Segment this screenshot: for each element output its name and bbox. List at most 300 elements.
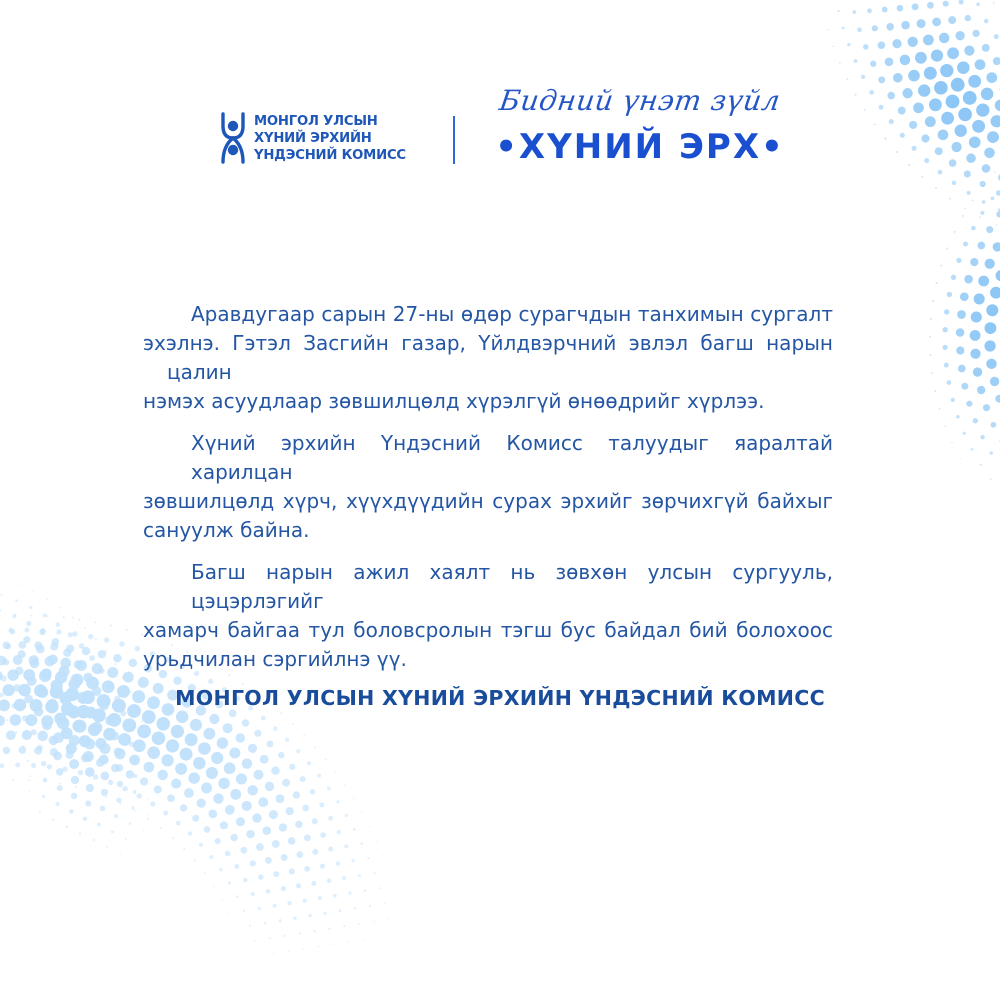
halftone-dot [980,216,982,218]
halftone-dot [971,226,976,231]
halftone-dot [986,359,996,369]
halftone-dot [129,741,135,747]
halftone-dot [336,800,339,803]
halftone-dot [10,714,22,726]
halftone-dot [63,649,71,657]
halftone-dot [924,158,929,163]
halftone-dot [22,745,24,747]
halftone-dot [318,896,322,900]
halftone-dot [59,666,70,677]
halftone-dot [975,59,986,70]
halftone-dot [247,785,257,795]
halftone-dot [204,826,211,833]
halftone-dot [963,432,966,435]
halftone-dot [273,871,279,877]
halftone-dot [99,668,105,674]
halftone-dot [896,151,898,153]
halftone-dot [89,655,95,661]
halftone-dot [6,719,8,721]
halftone-dot [142,710,156,724]
halftone-dot [0,594,2,596]
halftone-dot [97,823,101,827]
halftone-dot [171,725,184,738]
halftone-dot [995,100,1000,112]
halftone-dot [986,226,993,233]
halftone-dot [968,75,981,88]
halftone-dot [870,61,876,67]
halftone-dot [273,904,277,908]
halftone-dot [83,751,94,762]
halftone-dot [867,8,872,13]
organization-name-line: МОНГОЛ УЛСЫН [254,113,378,129]
halftone-dot [943,1,949,7]
halftone-dot [265,782,274,791]
halftone-dot [857,27,862,32]
halftone-dot [218,778,229,789]
halftone-dot [982,44,990,52]
halftone-dot [963,242,968,247]
halftone-dot [228,881,231,884]
halftone-dot [228,913,229,914]
halftone-dot [885,57,894,66]
halftone-dot [256,843,264,851]
halftone-dot [135,646,141,652]
halftone-dot [901,21,910,30]
halftone-dot [976,103,989,116]
halftone-dot [176,821,181,826]
halftone-dot [934,81,948,95]
halftone-dot [105,796,107,798]
halftone-dot [95,638,97,640]
halftone-dot [944,363,949,368]
halftone-dot [854,59,858,63]
halftone-dot [1,675,7,681]
halftone-dot [39,629,45,635]
halftone-dot [61,727,73,739]
halftone-dot [229,747,240,758]
halftone-dot [986,304,998,316]
halftone-dot [943,327,948,332]
halftone-dot [271,767,279,775]
halftone-dot [361,812,363,814]
halftone-dot [242,758,253,769]
halftone-dot [5,643,11,649]
organization-name [254,113,406,164]
halftone-dot [991,196,995,200]
halftone-dot [908,164,910,166]
halftone-dot [93,774,99,780]
halftone-dot [78,618,80,620]
halftone-dot [882,7,888,13]
halftone-dot [107,667,118,678]
halftone-dot [199,843,203,847]
halftone-dot [993,57,1000,65]
halftone-dot [893,73,903,83]
halftone-dot [935,187,937,189]
halftone-dot [864,109,866,111]
halftone-dot [137,793,142,798]
halftone-dot [984,322,996,334]
halftone-dot [116,798,121,803]
halftone-dot [27,760,29,762]
halftone-dot [908,37,918,47]
halftone-dot [288,950,290,952]
halftone-dot [993,2,995,4]
halftone-dot [990,451,993,454]
halftone-dot [358,874,361,877]
halftone-dot [42,795,45,798]
halftone-dot [951,275,956,280]
halftone-dot [964,207,966,209]
halftone-dot [236,817,245,826]
halftone-dot [847,43,850,46]
paragraph-line: нэмэх асуудлаар зөвшилцөлд хүрэлгүй өнөөдрийг хүрлээ. [143,389,765,413]
halftone-dot [264,922,267,925]
halftone-dot [225,851,231,857]
halftone-dot [236,773,247,784]
halftone-dot [22,715,28,721]
halftone-dot [180,804,187,811]
halftone-dot [837,10,839,12]
halftone-dot [938,129,949,140]
halftone-dot [188,831,193,836]
halftone-dot [308,914,311,917]
halftone-dot [384,903,386,905]
halftone-dot [878,76,885,83]
halftone-dot [24,628,29,633]
halftone-dot [947,380,952,385]
halftone-dot [884,138,886,140]
halftone-dot [987,131,999,143]
halftone-dot [288,837,296,845]
halftone-dot [996,270,1000,281]
halftone-dot [296,851,303,858]
halftone-dot [108,780,114,786]
halftone-dot [909,121,917,129]
halftone-dot [253,770,263,780]
halftone-dot [27,676,37,686]
halftone-dot [176,711,188,723]
halftone-dot [964,275,973,284]
halftone-dot [957,310,966,319]
halftone-dot [193,757,205,769]
halftone-dot [929,98,942,111]
halftone-dot [188,772,200,784]
halftone-dot [72,631,77,636]
paragraph-line: хамарч байгаа тул боловсролын тэгш бус байдал бий болохоос [143,618,833,642]
halftone-dot [194,860,196,862]
halftone-dot [347,941,349,943]
halftone-dot [37,731,47,741]
halftone-dot [30,729,36,735]
halftone-dot [54,713,66,725]
halftone-dot [827,29,829,31]
halftone-dot [358,923,360,925]
halftone-dot [985,259,995,269]
halftone-dot [147,746,160,759]
halftone-dot [208,810,217,819]
halftone-dot [74,660,83,669]
halftone-dot [956,415,960,419]
halftone-dot [939,33,949,43]
halftone-dot [46,598,48,600]
halftone-dot [56,629,61,634]
halftone-dot [26,621,31,626]
halftone-dot [971,311,982,322]
halftone-dot [364,889,367,892]
halftone-dot [927,2,934,9]
halftone-dot [23,636,30,643]
halftone-dot [957,61,970,74]
paragraph-line: сануулж байна. [143,518,310,542]
halftone-dot [369,826,371,828]
halftone-dot [912,3,919,10]
halftone-dot [48,655,58,665]
halftone-dot [211,752,223,764]
halftone-dot [383,855,384,856]
halftone-dot [69,759,79,769]
halftone-dot [99,755,109,765]
halftone-dot [869,90,874,95]
halftone-dot [900,133,905,138]
halftone-dot [29,775,31,777]
halftone-dot [980,464,982,466]
halftone-dot [289,868,295,874]
halftone-dot [279,823,287,831]
halftone-dot [912,146,917,151]
halftone-dot [18,584,19,585]
halftone-dot [940,64,953,77]
halftone-dot [972,200,974,202]
halftone-dot [310,789,316,795]
signature: МОНГОЛ УЛСЫН ХҮНИЙ ЭРХИЙН ҮНДЭСНИЙ КОМИСС [175,686,825,710]
halftone-dot [944,309,949,314]
halftone-dot [28,779,30,781]
halftone-dot [209,855,213,859]
halftone-dot [303,899,307,903]
halftone-dot [344,844,348,848]
organization-logo [220,112,406,164]
halftone-dot [15,731,17,733]
halftone-dot [333,894,337,898]
halftone-dot [240,847,247,854]
halftone-dot [269,810,278,819]
halftone-dot [948,16,956,24]
halftone-dot [312,849,318,855]
halftone-dot [977,386,985,394]
halftone-dot [855,94,857,96]
halftone-dot [260,755,269,764]
halftone-dot [923,34,934,45]
halftone-dot [974,293,985,304]
halftone-dot [149,783,151,785]
halftone-dot [990,377,999,386]
halftone-dot [981,88,994,101]
halftone-dot [958,108,972,122]
halftone-dot [337,830,341,834]
halftone-dot [278,752,285,759]
halftone-dot [230,789,241,800]
halftone-dot [172,837,174,839]
halftone-dot [338,909,341,912]
halftone-dot [913,102,924,113]
halftone-dot [932,18,941,27]
halftone-dot [367,857,369,859]
halftone-dot [209,714,219,724]
halftone-dot [929,336,931,338]
halftone-dot [984,19,988,23]
halftone-dot [258,874,263,879]
halftone-dot [332,943,334,945]
halftone-dot [85,767,95,777]
halftone-dot [939,408,941,410]
halftone-dot [41,668,52,679]
halftone-dot [878,42,886,50]
halftone-dot [18,746,26,754]
halftone-dot [57,785,63,791]
paragraph-line: зөвшилцөлд хүрч, хүүхдүүдийн сурах эрхийг зөрчихгүй байхыг [143,489,833,513]
halftone-dot [348,892,351,895]
halftone-dot [951,142,961,152]
halftone-dot [343,925,345,927]
halftone-dot [317,946,319,948]
paragraph-line: урьдчилан сэргийлнэ үү. [143,647,407,671]
halftone-dot [111,830,114,833]
halftone-dot [973,418,978,423]
halftone-dot [47,764,52,769]
halftone-dot [946,95,960,109]
halftone-dot [91,722,103,734]
halftone-dot [190,719,202,731]
halftone-dot [287,901,291,905]
halftone-dot [924,67,937,80]
halftone-dot [900,55,911,66]
paragraph-line: эхэлнэ. Гэтэл Засгийн газар, Үйлдвэрчний эвлэл багш нарын цалин [143,331,833,384]
halftone-dot [959,0,964,5]
paragraph-line: Аравдугаар сарын 27-ны өдөр сурагчдын танхимын сургалт [191,302,833,326]
halftone-dot [897,5,904,12]
halftone-dot [150,802,155,807]
halftone-dot [839,62,841,64]
halftone-dot [293,791,300,798]
halftone-dot [198,742,211,755]
halftone-dot [215,838,221,844]
halftone-dot [42,721,52,731]
halftone-dot [66,743,77,754]
halftone-dot [133,739,146,752]
halftone-dot [229,710,237,718]
halftone-dot [966,401,972,407]
halftone-dot [978,276,989,287]
halftone-dot [319,802,324,807]
halftone-dot [71,776,79,784]
halftone-dot [129,659,138,668]
halftone-dot [36,645,45,654]
halftone-dot [935,147,943,155]
halftone-dot [892,39,901,48]
halftone-dot [144,762,155,773]
halftone-dot [971,448,974,451]
halftone-dot [72,616,74,618]
halftone-dot [84,627,86,629]
halftone-dot [941,112,954,125]
halftone-dot [79,643,85,649]
halftone-dot [929,354,931,356]
halftone-dot [990,478,992,480]
halftone-dot [956,346,964,354]
halftone-dot [248,744,257,753]
halftone-dot [43,614,47,618]
slogan-script-text: Бидний үнэт зүйл [497,84,783,117]
halftone-dot [951,442,953,444]
halftone-dot [994,34,999,39]
halftone-dot [947,47,959,59]
halftone-dot [104,637,109,642]
halftone-dot [973,367,982,376]
halftone-dot [110,624,112,626]
halftone-dot [280,712,282,714]
halftone-dot [192,815,199,822]
halftone-dot [185,733,198,746]
halftone-dot [275,794,284,803]
paragraph-line: Багш нарын ажил хаялт нь зөвхөн улсын сургууль, цэцэрлэгийг [191,560,833,613]
halftone-dot [984,340,995,351]
halftone-dot [116,764,123,771]
halftone-dot [980,435,984,439]
halftone-dot [106,846,108,848]
halftone-dot [345,814,348,817]
halftone-dot [175,763,187,775]
halftone-dot [156,717,170,731]
halftone-dot [273,953,275,955]
halftone-dot [6,730,16,740]
halftone-dot [0,763,4,768]
halftone-dot [160,827,162,829]
halftone-dot [328,927,331,930]
halftone-dot [251,892,255,896]
halftone-dot [3,747,10,754]
header-divider [453,116,455,164]
halftone-dot [842,27,845,30]
halftone-dot [114,748,122,756]
halftone-dot [932,300,934,302]
halftone-dot [300,776,306,782]
halftone-dot [252,813,261,822]
halftone-dot [925,116,936,127]
halftone-dot [122,786,127,791]
halftone-dot [940,265,942,267]
halftone-dot [120,853,121,854]
halftone-dot [269,937,271,939]
halftone-dot [101,772,110,781]
halftone-dot [180,748,193,761]
halftone-dot [119,641,125,647]
halftone-dot [936,282,938,284]
halftone-dot [254,730,261,737]
halftone-dot [303,735,305,737]
halftone-dot [959,458,960,459]
halftone-dot [105,650,107,652]
halftone-dot [323,912,326,915]
halftone-dot [351,859,355,863]
halftone-dot [129,822,132,825]
halftone-dot [166,739,179,752]
halftone-dot [949,198,951,200]
halftone-dot [931,49,943,61]
halftone-dot [282,779,290,787]
halftone-dot [963,91,977,105]
halftone-dot [10,629,16,635]
